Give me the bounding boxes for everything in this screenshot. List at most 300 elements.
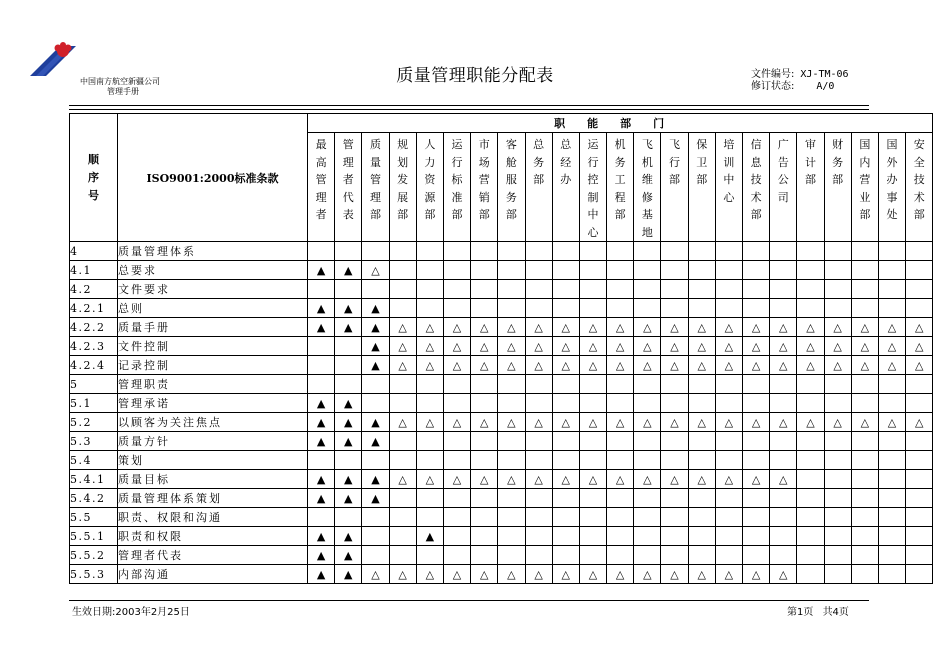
related-responsibility-mark: △ xyxy=(525,337,552,356)
related-responsibility-mark: △ xyxy=(661,318,688,337)
related-responsibility-mark: △ xyxy=(579,565,606,584)
empty-cell xyxy=(389,299,416,318)
empty-cell xyxy=(743,508,770,527)
empty-cell xyxy=(416,242,443,261)
empty-cell xyxy=(498,489,525,508)
empty-cell xyxy=(770,432,797,451)
related-responsibility-mark: △ xyxy=(579,470,606,489)
empty-cell xyxy=(824,432,851,451)
empty-cell xyxy=(715,527,742,546)
empty-cell xyxy=(715,280,742,299)
empty-cell xyxy=(579,280,606,299)
empty-cell xyxy=(416,546,443,565)
empty-cell xyxy=(688,242,715,261)
empty-cell xyxy=(498,261,525,280)
empty-cell xyxy=(362,508,389,527)
empty-cell xyxy=(715,451,742,470)
department-header: 审计部 xyxy=(797,133,824,242)
related-responsibility-mark: △ xyxy=(443,318,470,337)
empty-cell xyxy=(416,394,443,413)
empty-cell xyxy=(824,489,851,508)
empty-cell xyxy=(471,394,498,413)
empty-cell xyxy=(906,299,933,318)
empty-cell xyxy=(824,375,851,394)
empty-cell xyxy=(552,299,579,318)
related-responsibility-mark: △ xyxy=(878,318,905,337)
empty-cell xyxy=(770,451,797,470)
empty-cell xyxy=(824,527,851,546)
empty-cell xyxy=(607,527,634,546)
related-responsibility-mark: △ xyxy=(661,337,688,356)
clause-number: 5.5.3 xyxy=(70,565,118,584)
table-row xyxy=(70,356,933,375)
empty-cell xyxy=(498,375,525,394)
empty-cell xyxy=(335,337,362,356)
empty-cell xyxy=(661,394,688,413)
empty-cell xyxy=(906,565,933,584)
department-header: 运行标准部 xyxy=(443,133,470,242)
related-responsibility-mark: △ xyxy=(443,337,470,356)
department-header: 机务工程部 xyxy=(607,133,634,242)
empty-cell xyxy=(688,451,715,470)
empty-cell xyxy=(471,527,498,546)
empty-cell xyxy=(634,299,661,318)
primary-responsibility-mark: ▲ xyxy=(362,413,389,432)
clause-number: 4.2.3 xyxy=(70,337,118,356)
empty-cell xyxy=(634,451,661,470)
related-responsibility-mark: △ xyxy=(389,413,416,432)
related-responsibility-mark: △ xyxy=(906,318,933,337)
related-responsibility-mark: △ xyxy=(661,470,688,489)
empty-cell xyxy=(824,546,851,565)
related-responsibility-mark: △ xyxy=(878,413,905,432)
empty-cell xyxy=(851,394,878,413)
empty-cell xyxy=(525,546,552,565)
primary-responsibility-mark: ▲ xyxy=(362,470,389,489)
empty-cell xyxy=(661,299,688,318)
empty-cell xyxy=(389,508,416,527)
empty-cell xyxy=(797,280,824,299)
manual-name: 管理手册 xyxy=(107,87,139,96)
empty-cell xyxy=(661,280,688,299)
related-responsibility-mark: △ xyxy=(634,565,661,584)
related-responsibility-mark: △ xyxy=(607,337,634,356)
empty-cell xyxy=(607,242,634,261)
empty-cell xyxy=(443,451,470,470)
empty-cell xyxy=(634,489,661,508)
empty-cell xyxy=(851,546,878,565)
related-responsibility-mark: △ xyxy=(579,356,606,375)
empty-cell xyxy=(362,280,389,299)
empty-cell xyxy=(797,508,824,527)
empty-cell xyxy=(797,527,824,546)
empty-cell xyxy=(824,394,851,413)
empty-cell xyxy=(824,280,851,299)
empty-cell xyxy=(389,489,416,508)
empty-cell xyxy=(770,527,797,546)
empty-cell xyxy=(498,508,525,527)
empty-cell xyxy=(308,451,335,470)
empty-cell xyxy=(552,527,579,546)
related-responsibility-mark: △ xyxy=(607,413,634,432)
empty-cell xyxy=(607,280,634,299)
related-responsibility-mark: △ xyxy=(498,470,525,489)
clause-number: 5.4 xyxy=(70,451,118,470)
empty-cell xyxy=(471,546,498,565)
table-row xyxy=(70,527,933,546)
empty-cell xyxy=(443,375,470,394)
empty-cell xyxy=(906,432,933,451)
clause-number: 5.2 xyxy=(70,413,118,432)
empty-cell xyxy=(688,546,715,565)
related-responsibility-mark: △ xyxy=(715,565,742,584)
empty-cell xyxy=(743,242,770,261)
primary-responsibility-mark: ▲ xyxy=(362,432,389,451)
related-responsibility-mark: △ xyxy=(824,337,851,356)
empty-cell xyxy=(335,356,362,375)
department-header: 保卫部 xyxy=(688,133,715,242)
clause-title: 质量手册 xyxy=(118,318,308,337)
department-group-header: 职能部门 xyxy=(308,114,933,133)
clause-title: 文件要求 xyxy=(118,280,308,299)
empty-cell xyxy=(362,527,389,546)
empty-cell xyxy=(471,432,498,451)
clause-title: 内部沟通 xyxy=(118,565,308,584)
empty-cell xyxy=(443,508,470,527)
related-responsibility-mark: △ xyxy=(688,356,715,375)
empty-cell xyxy=(416,280,443,299)
empty-cell xyxy=(498,299,525,318)
empty-cell xyxy=(416,451,443,470)
related-responsibility-mark: △ xyxy=(851,337,878,356)
primary-responsibility-mark: ▲ xyxy=(416,527,443,546)
clause-title: 总则 xyxy=(118,299,308,318)
related-responsibility-mark: △ xyxy=(607,356,634,375)
empty-cell xyxy=(688,375,715,394)
primary-responsibility-mark: ▲ xyxy=(308,318,335,337)
related-responsibility-mark: △ xyxy=(906,356,933,375)
primary-responsibility-mark: ▲ xyxy=(335,565,362,584)
table-row xyxy=(70,489,933,508)
doc-no-label: 文件编号: xyxy=(751,69,795,80)
empty-cell xyxy=(878,432,905,451)
table-row xyxy=(70,318,933,337)
empty-cell xyxy=(906,527,933,546)
empty-cell xyxy=(607,261,634,280)
empty-cell xyxy=(471,489,498,508)
empty-cell xyxy=(607,394,634,413)
empty-cell xyxy=(416,375,443,394)
page-number: 第1页 xyxy=(787,607,814,618)
empty-cell xyxy=(878,261,905,280)
empty-cell xyxy=(498,280,525,299)
empty-cell xyxy=(552,242,579,261)
clause-title: 管理职责 xyxy=(118,375,308,394)
department-header: 总务部 xyxy=(525,133,552,242)
table-row xyxy=(70,337,933,356)
related-responsibility-mark: △ xyxy=(770,470,797,489)
related-responsibility-mark: △ xyxy=(552,356,579,375)
related-responsibility-mark: △ xyxy=(498,413,525,432)
primary-responsibility-mark: ▲ xyxy=(335,318,362,337)
empty-cell xyxy=(607,508,634,527)
empty-cell xyxy=(552,280,579,299)
empty-cell xyxy=(851,375,878,394)
related-responsibility-mark: △ xyxy=(471,337,498,356)
empty-cell xyxy=(797,242,824,261)
clause-number: 5.3 xyxy=(70,432,118,451)
department-header: 飞机维修基地 xyxy=(634,133,661,242)
empty-cell xyxy=(552,489,579,508)
clause-number: 5.5.2 xyxy=(70,546,118,565)
empty-cell xyxy=(797,261,824,280)
department-header: 信息技术部 xyxy=(743,133,770,242)
empty-cell xyxy=(634,546,661,565)
empty-cell xyxy=(362,242,389,261)
empty-cell xyxy=(443,546,470,565)
primary-responsibility-mark: ▲ xyxy=(308,432,335,451)
primary-responsibility-mark: ▲ xyxy=(335,299,362,318)
clause-number: 4.2.1 xyxy=(70,299,118,318)
related-responsibility-mark: △ xyxy=(770,318,797,337)
department-header: 客舱服务部 xyxy=(498,133,525,242)
primary-responsibility-mark: ▲ xyxy=(335,413,362,432)
empty-cell xyxy=(525,280,552,299)
primary-responsibility-mark: ▲ xyxy=(308,261,335,280)
related-responsibility-mark: △ xyxy=(525,470,552,489)
related-responsibility-mark: △ xyxy=(743,413,770,432)
empty-cell xyxy=(906,508,933,527)
related-responsibility-mark: △ xyxy=(498,356,525,375)
empty-cell xyxy=(607,375,634,394)
related-responsibility-mark: △ xyxy=(471,318,498,337)
related-responsibility-mark: △ xyxy=(797,337,824,356)
related-responsibility-mark: △ xyxy=(471,413,498,432)
primary-responsibility-mark: ▲ xyxy=(335,432,362,451)
table-row xyxy=(70,470,933,489)
empty-cell xyxy=(389,432,416,451)
empty-cell xyxy=(797,375,824,394)
empty-cell xyxy=(797,565,824,584)
empty-cell xyxy=(335,280,362,299)
table-row xyxy=(70,565,933,584)
related-responsibility-mark: △ xyxy=(607,565,634,584)
empty-cell xyxy=(743,527,770,546)
related-responsibility-mark: △ xyxy=(688,565,715,584)
empty-cell xyxy=(715,375,742,394)
empty-cell xyxy=(498,546,525,565)
clause-title: 管理承诺 xyxy=(118,394,308,413)
empty-cell xyxy=(362,394,389,413)
empty-cell xyxy=(797,299,824,318)
empty-cell xyxy=(308,280,335,299)
empty-cell xyxy=(389,527,416,546)
table-row xyxy=(70,432,933,451)
empty-cell xyxy=(824,565,851,584)
empty-cell xyxy=(471,242,498,261)
empty-cell xyxy=(878,242,905,261)
clause-number: 5.1 xyxy=(70,394,118,413)
empty-cell xyxy=(688,489,715,508)
empty-cell xyxy=(389,242,416,261)
department-header: 安全技术部 xyxy=(906,133,933,242)
empty-cell xyxy=(661,546,688,565)
department-header: 市场营销部 xyxy=(471,133,498,242)
related-responsibility-mark: △ xyxy=(607,470,634,489)
related-responsibility-mark: △ xyxy=(688,413,715,432)
related-responsibility-mark: △ xyxy=(634,356,661,375)
empty-cell xyxy=(743,280,770,299)
related-responsibility-mark: △ xyxy=(906,413,933,432)
empty-cell xyxy=(308,508,335,527)
empty-cell xyxy=(607,432,634,451)
empty-cell xyxy=(770,508,797,527)
empty-cell xyxy=(362,546,389,565)
related-responsibility-mark: △ xyxy=(552,318,579,337)
empty-cell xyxy=(715,489,742,508)
empty-cell xyxy=(335,451,362,470)
clause-title: 以顾客为关注焦点 xyxy=(118,413,308,432)
company-name: 中国南方航空新疆公司 xyxy=(80,77,160,86)
empty-cell xyxy=(335,508,362,527)
empty-cell xyxy=(906,546,933,565)
primary-responsibility-mark: ▲ xyxy=(308,394,335,413)
empty-cell xyxy=(579,527,606,546)
revision-label: 修订状态: xyxy=(751,81,795,92)
related-responsibility-mark: △ xyxy=(362,261,389,280)
empty-cell xyxy=(389,451,416,470)
related-responsibility-mark: △ xyxy=(797,356,824,375)
related-responsibility-mark: △ xyxy=(797,318,824,337)
empty-cell xyxy=(715,299,742,318)
clause-number: 4.2 xyxy=(70,280,118,299)
primary-responsibility-mark: ▲ xyxy=(362,489,389,508)
primary-responsibility-mark: ▲ xyxy=(308,527,335,546)
department-header: 飞行部 xyxy=(661,133,688,242)
empty-cell xyxy=(851,432,878,451)
empty-cell xyxy=(715,261,742,280)
related-responsibility-mark: △ xyxy=(579,337,606,356)
empty-cell xyxy=(525,451,552,470)
empty-cell xyxy=(770,280,797,299)
related-responsibility-mark: △ xyxy=(661,413,688,432)
related-responsibility-mark: △ xyxy=(525,413,552,432)
primary-responsibility-mark: ▲ xyxy=(308,489,335,508)
empty-cell xyxy=(471,280,498,299)
related-responsibility-mark: △ xyxy=(688,337,715,356)
related-responsibility-mark: △ xyxy=(770,356,797,375)
empty-cell xyxy=(416,432,443,451)
empty-cell xyxy=(552,394,579,413)
empty-cell xyxy=(579,261,606,280)
related-responsibility-mark: △ xyxy=(770,413,797,432)
related-responsibility-mark: △ xyxy=(525,356,552,375)
empty-cell xyxy=(634,261,661,280)
table-row xyxy=(70,394,933,413)
related-responsibility-mark: △ xyxy=(634,470,661,489)
clause-number: 4.2.4 xyxy=(70,356,118,375)
empty-cell xyxy=(552,546,579,565)
empty-cell xyxy=(443,527,470,546)
empty-cell xyxy=(906,394,933,413)
empty-cell xyxy=(443,280,470,299)
clause-title: 策划 xyxy=(118,451,308,470)
empty-cell xyxy=(824,299,851,318)
table-row xyxy=(70,261,933,280)
department-header: 管理者代表 xyxy=(335,133,362,242)
related-responsibility-mark: △ xyxy=(389,470,416,489)
empty-cell xyxy=(335,242,362,261)
related-responsibility-mark: △ xyxy=(389,565,416,584)
empty-cell xyxy=(906,261,933,280)
empty-cell xyxy=(688,432,715,451)
revision-value: A/0 xyxy=(816,81,835,92)
function-allocation-table xyxy=(69,113,933,584)
related-responsibility-mark: △ xyxy=(498,565,525,584)
empty-cell xyxy=(607,451,634,470)
related-responsibility-mark: △ xyxy=(634,318,661,337)
empty-cell xyxy=(743,451,770,470)
empty-cell xyxy=(471,375,498,394)
clause-number: 5 xyxy=(70,375,118,394)
empty-cell xyxy=(851,451,878,470)
related-responsibility-mark: △ xyxy=(389,318,416,337)
empty-cell xyxy=(906,280,933,299)
empty-cell xyxy=(471,508,498,527)
table-row xyxy=(70,413,933,432)
empty-cell xyxy=(443,432,470,451)
primary-responsibility-mark: ▲ xyxy=(335,527,362,546)
related-responsibility-mark: △ xyxy=(715,356,742,375)
primary-responsibility-mark: ▲ xyxy=(362,318,389,337)
empty-cell xyxy=(525,242,552,261)
department-header: 规划发展部 xyxy=(389,133,416,242)
table-row xyxy=(70,546,933,565)
clause-title: 管理者代表 xyxy=(118,546,308,565)
related-responsibility-mark: △ xyxy=(552,470,579,489)
related-responsibility-mark: △ xyxy=(443,565,470,584)
primary-responsibility-mark: ▲ xyxy=(335,546,362,565)
clause-title: 质量目标 xyxy=(118,470,308,489)
primary-responsibility-mark: ▲ xyxy=(362,299,389,318)
clause-number: 4 xyxy=(70,242,118,261)
empty-cell xyxy=(851,470,878,489)
empty-cell xyxy=(797,394,824,413)
related-responsibility-mark: △ xyxy=(416,318,443,337)
empty-cell xyxy=(878,565,905,584)
related-responsibility-mark: △ xyxy=(525,565,552,584)
empty-cell xyxy=(661,508,688,527)
clause-title: 质量管理体系 xyxy=(118,242,308,261)
related-responsibility-mark: △ xyxy=(824,413,851,432)
related-responsibility-mark: △ xyxy=(389,337,416,356)
related-responsibility-mark: △ xyxy=(743,337,770,356)
empty-cell xyxy=(824,242,851,261)
clause-title: 记录控制 xyxy=(118,356,308,375)
primary-responsibility-mark: ▲ xyxy=(362,356,389,375)
empty-cell xyxy=(797,546,824,565)
empty-cell xyxy=(607,299,634,318)
related-responsibility-mark: △ xyxy=(906,337,933,356)
empty-cell xyxy=(715,546,742,565)
empty-cell xyxy=(878,451,905,470)
empty-cell xyxy=(797,432,824,451)
related-responsibility-mark: △ xyxy=(525,318,552,337)
related-responsibility-mark: △ xyxy=(770,337,797,356)
related-responsibility-mark: △ xyxy=(579,413,606,432)
related-responsibility-mark: △ xyxy=(715,318,742,337)
clause-number: 5.5.1 xyxy=(70,527,118,546)
